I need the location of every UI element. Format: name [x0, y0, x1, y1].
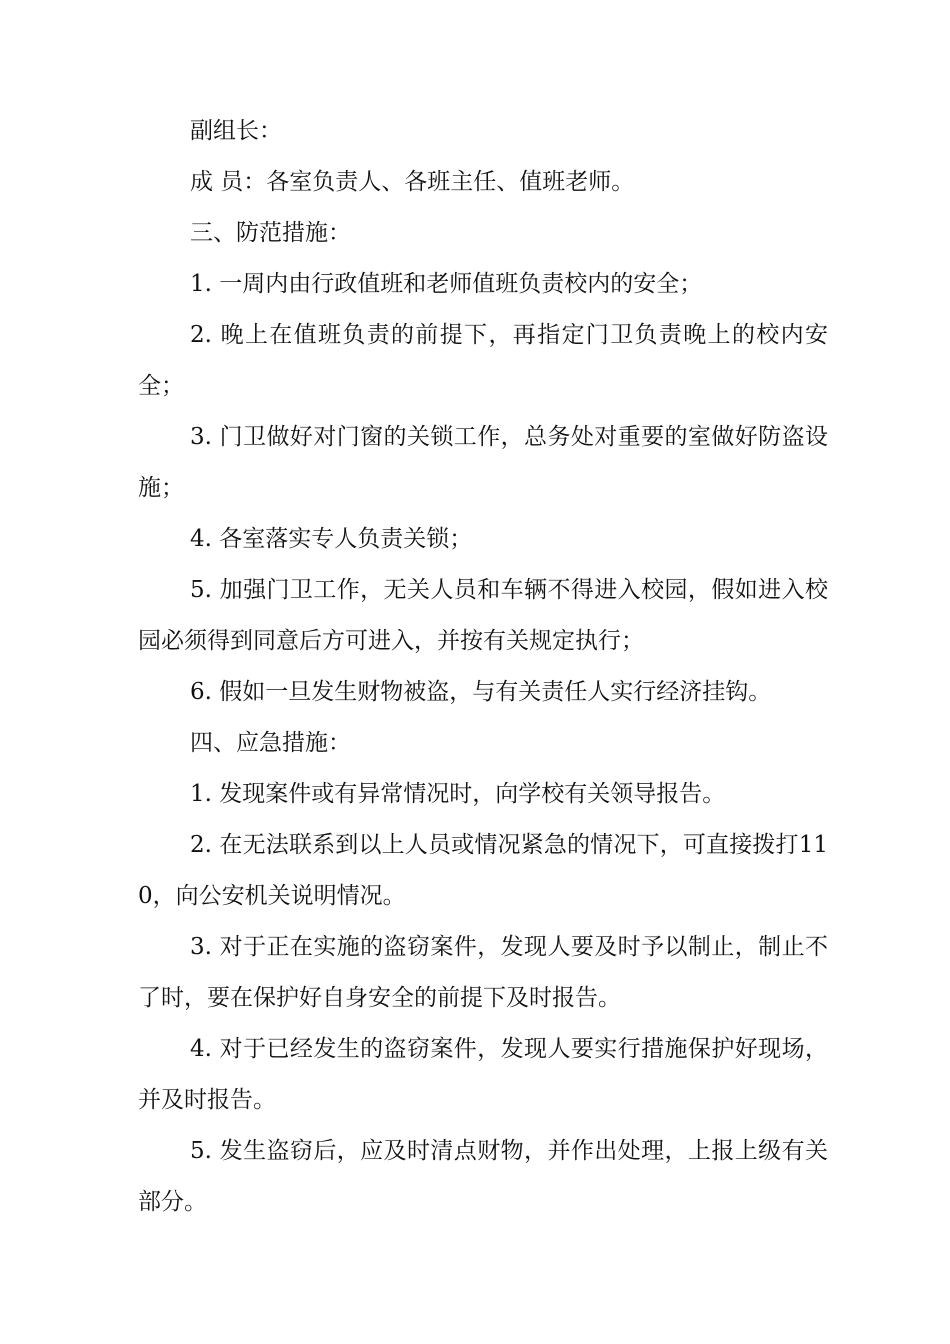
emergency-item-5: 5. 发生盗窃后，应及时清点财物，并作出处理，上报上级有关部分。 [138, 1138, 828, 1215]
prevention-item-2: 2. 晚上在值班负责的前提下，再指定门卫负责晚上的校内安全； [138, 322, 828, 399]
section-heading-emergency: 四、应急措施： [190, 730, 351, 756]
section-heading-prevention: 三、防范措施： [190, 220, 351, 246]
prevention-item-5: 5. 加强门卫工作，无关人员和车辆不得进入校园，假如进入校园必须得到同意后方可进入，并按有关规定执行； [138, 577, 828, 654]
paragraph-deputy-leader: 副组长： [190, 118, 282, 144]
prevention-item-6: 6. 假如一旦发生财物被盗，与有关责任人实行经济挂钩。 [190, 679, 772, 705]
paragraph-members: 成 员：各室负责人、各班主任、值班老师。 [190, 169, 635, 195]
prevention-item-4: 4. 各室落实专人负责关锁； [190, 526, 473, 552]
emergency-item-1: 1. 发现案件或有异常情况时，向学校有关领导报告。 [190, 781, 726, 807]
emergency-item-4: 4. 对于已经发生的盗窃案件，发现人要实行措施保护好现场，并及时报告。 [138, 1036, 828, 1113]
prevention-item-3: 3. 门卫做好对门窗的关锁工作，总务处对重要的室做好防盗设施； [138, 424, 828, 501]
emergency-item-2: 2. 在无法联系到以上人员或情况紧急的情况下，可直接拨打110，向公安机关说明情况。 [138, 832, 828, 909]
document-body [138, 106, 828, 1228]
prevention-item-1: 1. 一周内由行政值班和老师值班负责校内的安全； [190, 271, 703, 297]
emergency-item-3: 3. 对于正在实施的盗窃案件，发现人要及时予以制止，制止不了时，要在保护好自身安全的前提下及时报告。 [138, 934, 828, 1011]
